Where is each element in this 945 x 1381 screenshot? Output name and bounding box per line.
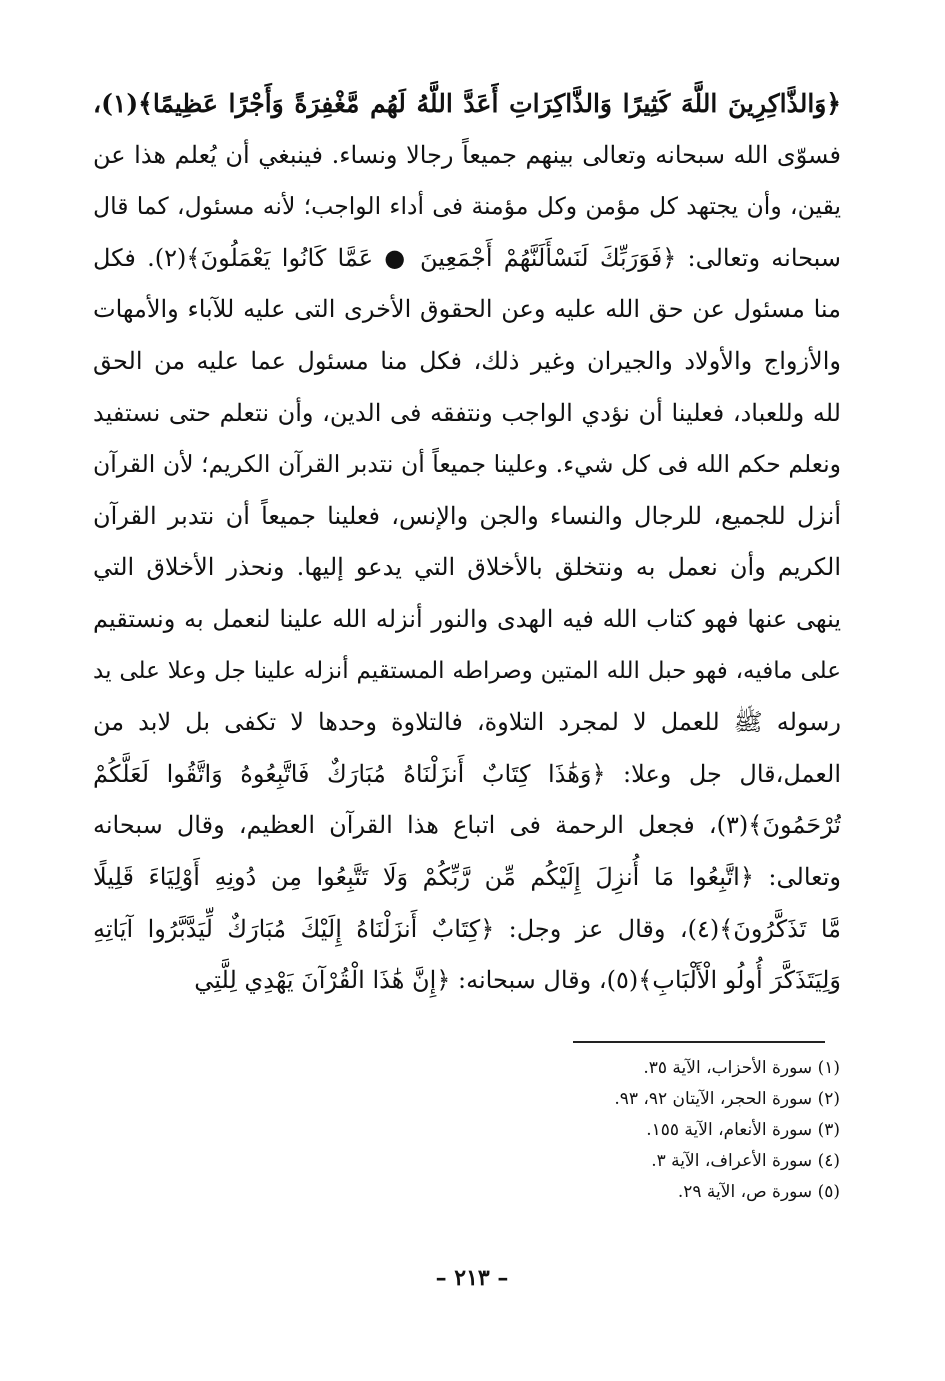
body-line-11: ينهى عنها فهو كتاب الله فيه الهدى والنور أنزله الله علينا لنعمل به ونستقيم bbox=[93, 604, 841, 633]
body-line-8: ونعلم حكم الله فى كل شيء. وعلينا جميعاً أن نتدبر القرآن الكريم؛ لأن القرآن bbox=[93, 450, 841, 479]
body-line-2: فسوّى الله سبحانه وتعالى بينهم جميعاً رجالا ونساء. فينبغي أن يُعلم هذا عن bbox=[93, 140, 841, 169]
body-line-15: تُرْحَمُونَ﴾(٣)، فجعل الرحمة فى اتباع هذا القرآن العظيم، وقال سبحانه bbox=[93, 811, 841, 840]
footnote-3: (٣) سورة الأنعام، الآية ١٥٥. bbox=[646, 1120, 840, 1140]
body-line-18: وَلِيَتَذَكَّرَ أُولُو الْأَلْبَابِ﴾(٥)، وقال سبحانه: ﴿إِنَّ هَٰذَا الْقُرْآنَ يَهْدِي لِلَّتِي bbox=[194, 966, 841, 995]
body-line-9: أنزل للجميع، للرجال والنساء والجن والإنس، فعلينا جميعاً أن نتدبر القرآن bbox=[93, 501, 841, 530]
footnote-1: (١) سورة الأحزاب، الآية ٣٥. bbox=[643, 1058, 840, 1078]
body-line-17: مَّا تَذَكَّرُونَ﴾(٤)، وقال عز وجل: ﴿كِتَابٌ أَنزَلْنَاهُ إِلَيْكَ مُبَارَكٌ لِّيَدَّبَّرُوا آيَاتِهِ bbox=[93, 914, 841, 943]
body-line-16: وتعالى: ﴿اتَّبِعُوا مَا أُنزِلَ إِلَيْكُم مِّن رَّبِّكُمْ وَلَا تَتَّبِعُوا مِن دُونِهِ أَوْلِيَاءَ قَلِيلًا bbox=[93, 862, 841, 891]
body-line-14: العمل،قال جل وعلا: ﴿وَهَٰذَا كِتَابٌ أَنزَلْنَاهُ مُبَارَكٌ فَاتَّبِعُوهُ وَاتَّقُوا لَعَلَّكُمْ bbox=[93, 759, 841, 788]
footnote-2: (٢) سورة الحجر، الآيتان ٩٢، ٩٣. bbox=[614, 1089, 840, 1109]
body-text bbox=[93, 78, 841, 1008]
body-line-4: سبحانه وتعالى: ﴿فَوَرَبِّكَ لَنَسْأَلَنَّهُمْ أَجْمَعِينَ ● عَمَّا كَانُوا يَعْمَلُونَ﴾(٢). فكل bbox=[93, 243, 841, 272]
page-number: – ٢١٣ – bbox=[435, 1265, 509, 1291]
body-line-13: رسوله ﷺ للعمل لا لمجرد التلاوة، فالتلاوة وحدها لا تكفى بل لابد من bbox=[93, 708, 841, 737]
body-line-1: ﴿وَالذَّاكِرِينَ اللَّهَ كَثِيرًا وَالذَّاكِرَاتِ أَعَدَّ اللَّهُ لَهُم مَّغْفِرَةً وَأَجْرًا عَظِيمًا﴾(١)، bbox=[93, 89, 841, 118]
body-line-10: الكريم وأن نعمل به ونتخلق بالأخلاق التي يدعو إليها. ونحذر الأخلاق التي bbox=[93, 553, 841, 582]
body-line-12: على مافيه، فهو حبل الله المتين وصراطه المستقيم أنزله علينا جل وعلا على يد bbox=[93, 657, 841, 684]
body-line-6: والأزواج والأولاد والجيران وغير ذلك، فكل منا مسئول عما عليه من الحق bbox=[93, 346, 841, 375]
footnote-divider bbox=[573, 1041, 825, 1043]
body-line-5: منا مسئول عن حق الله عليه وعن الحقوق الأخرى التى عليه للآباء والأمهات bbox=[93, 295, 841, 324]
footnote-5: (٥) سورة ص، الآية ٢٩. bbox=[677, 1182, 840, 1202]
footnote-4: (٤) سورة الأعراف، الآية ٣. bbox=[651, 1151, 840, 1171]
body-line-3: يقين، وأن يجتهد كل مؤمن وكل مؤمنة فى أداء الواجب؛ لأنه مسئول، كما قال bbox=[93, 192, 841, 221]
footnotes bbox=[420, 1053, 840, 1208]
body-line-7: لله وللعباد، فعلينا أن نؤدي الواجب ونتفقه فى الدين، وأن نتعلم حتى نستفيد bbox=[93, 398, 841, 427]
